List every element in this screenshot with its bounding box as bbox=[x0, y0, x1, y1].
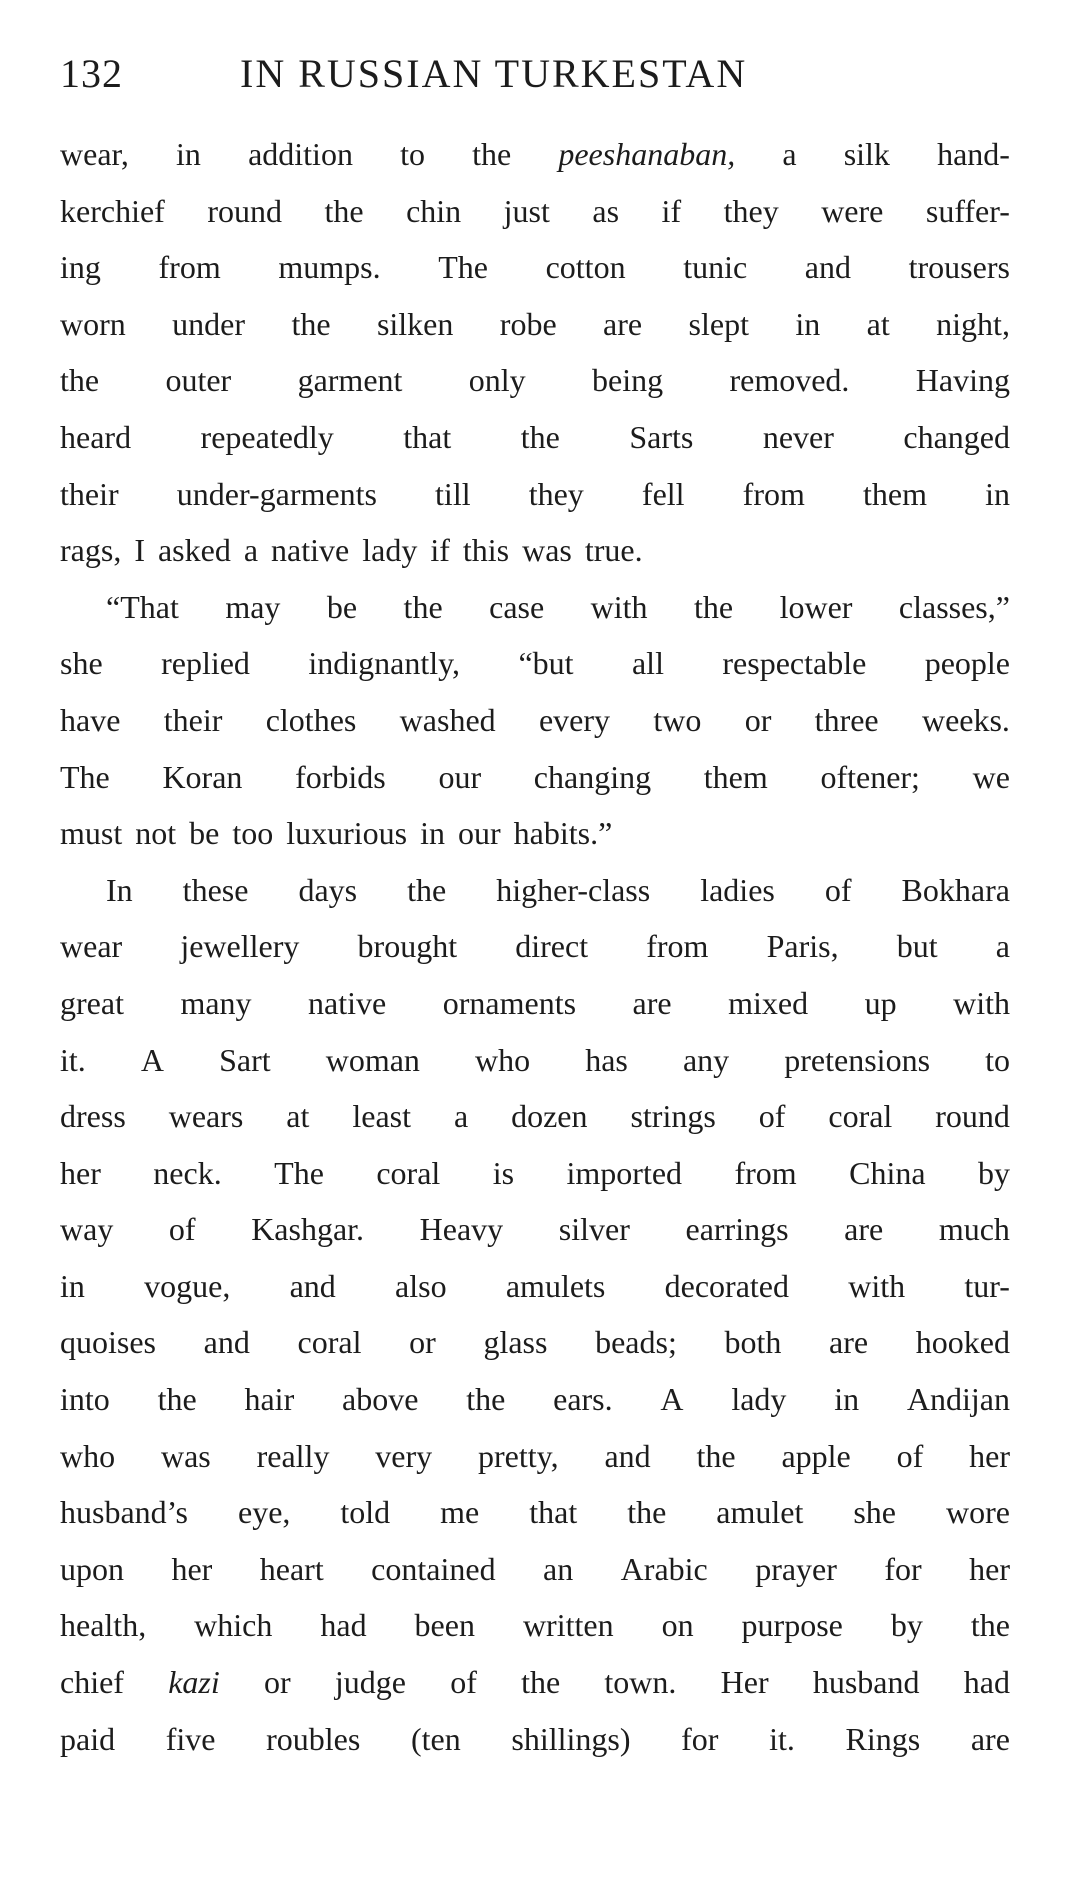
word: replied bbox=[161, 645, 250, 682]
text-line bbox=[60, 749, 1010, 806]
word: habits.” bbox=[513, 815, 613, 852]
word: shillings) bbox=[511, 1720, 631, 1757]
text-line bbox=[60, 1541, 1010, 1598]
word: the bbox=[60, 362, 100, 399]
text-line bbox=[60, 1654, 1010, 1711]
word: but bbox=[896, 928, 938, 965]
word: night, bbox=[936, 305, 1010, 342]
text-line bbox=[60, 1428, 1010, 1485]
word: cotton bbox=[545, 249, 626, 286]
word: wore bbox=[945, 1494, 1010, 1531]
text-line bbox=[60, 692, 1010, 749]
word: or bbox=[744, 701, 772, 738]
word: too bbox=[232, 815, 274, 852]
text-line bbox=[60, 805, 1010, 862]
word: her bbox=[969, 1550, 1010, 1587]
word: Andijan bbox=[906, 1381, 1010, 1418]
word: was bbox=[160, 1437, 211, 1474]
word: the bbox=[324, 192, 364, 229]
word: ears. bbox=[553, 1381, 613, 1418]
text-line bbox=[60, 183, 1010, 240]
word: brought bbox=[357, 928, 458, 965]
word: that bbox=[529, 1494, 578, 1531]
word: A bbox=[660, 1381, 684, 1418]
word: the bbox=[472, 136, 512, 172]
word: Paris, bbox=[766, 928, 839, 965]
word: at bbox=[286, 1098, 310, 1135]
word: of bbox=[168, 1211, 196, 1248]
word: coral bbox=[297, 1324, 362, 1361]
body-text bbox=[60, 126, 1010, 1767]
word: prayer bbox=[755, 1550, 837, 1587]
word: in bbox=[420, 815, 445, 852]
word: clothes bbox=[265, 701, 357, 738]
text-line bbox=[60, 1597, 1010, 1654]
word: in bbox=[985, 475, 1010, 512]
word: her bbox=[171, 1550, 213, 1587]
word: had bbox=[963, 1664, 1010, 1701]
word: case bbox=[489, 588, 545, 625]
word: may bbox=[225, 588, 281, 625]
word: just bbox=[503, 192, 550, 229]
word: any bbox=[682, 1041, 730, 1078]
word: purpose bbox=[741, 1607, 843, 1644]
word: earrings bbox=[685, 1211, 789, 1248]
word: the bbox=[970, 1607, 1010, 1644]
word: her bbox=[969, 1437, 1010, 1474]
word: Having bbox=[915, 362, 1010, 399]
text-line bbox=[60, 1032, 1010, 1089]
word: who bbox=[475, 1041, 531, 1078]
word: suffer- bbox=[925, 192, 1010, 229]
word: the bbox=[407, 871, 447, 908]
word: they bbox=[528, 475, 584, 512]
word: ornaments bbox=[442, 984, 577, 1021]
word: she bbox=[853, 1494, 896, 1531]
word: are bbox=[844, 1211, 884, 1248]
word: true. bbox=[584, 532, 643, 569]
word: silver bbox=[558, 1211, 630, 1248]
word: days bbox=[298, 871, 358, 908]
word: vogue, bbox=[144, 1267, 231, 1304]
text-line bbox=[60, 126, 1010, 183]
word: from bbox=[742, 475, 805, 512]
word: Heavy bbox=[419, 1211, 504, 1248]
word: with bbox=[848, 1267, 906, 1304]
word: silken bbox=[376, 305, 454, 342]
word: chin bbox=[406, 192, 462, 229]
word: and bbox=[203, 1324, 250, 1361]
word: round bbox=[935, 1098, 1010, 1135]
word: pretty, bbox=[478, 1437, 559, 1474]
word: had bbox=[320, 1607, 367, 1644]
word: “but bbox=[518, 645, 574, 682]
word: two bbox=[653, 701, 702, 738]
word: heard bbox=[60, 418, 132, 455]
word: their bbox=[60, 475, 119, 512]
word: have bbox=[60, 701, 121, 738]
word: by bbox=[890, 1607, 923, 1644]
word: a bbox=[782, 136, 797, 172]
word: it. bbox=[60, 1041, 86, 1078]
word: Rings bbox=[845, 1720, 921, 1757]
word: only bbox=[468, 362, 526, 399]
word: the bbox=[520, 418, 560, 455]
word: of bbox=[896, 1437, 924, 1474]
word: told bbox=[340, 1494, 391, 1531]
word: the bbox=[694, 588, 734, 625]
word: must bbox=[60, 815, 123, 852]
word: husband’s bbox=[60, 1494, 188, 1531]
word: mixed bbox=[728, 984, 809, 1021]
text-line bbox=[60, 466, 1010, 523]
word: or bbox=[409, 1324, 436, 1361]
word: her bbox=[60, 1154, 101, 1191]
word: from bbox=[734, 1154, 797, 1191]
word: jewellery bbox=[180, 928, 300, 965]
text-line bbox=[60, 1258, 1010, 1315]
word: hooked bbox=[915, 1324, 1010, 1361]
word: of bbox=[450, 1664, 477, 1701]
word: way bbox=[60, 1211, 114, 1248]
word: coral bbox=[828, 1098, 893, 1135]
word: The bbox=[438, 249, 488, 286]
word: the bbox=[696, 1437, 736, 1474]
word: if bbox=[430, 532, 450, 569]
word: roubles bbox=[266, 1720, 361, 1757]
word: changing bbox=[533, 758, 652, 795]
word: very bbox=[375, 1437, 433, 1474]
word: hair bbox=[244, 1381, 295, 1418]
word: paid bbox=[60, 1720, 116, 1757]
word: written bbox=[522, 1607, 614, 1644]
word: from bbox=[646, 928, 709, 965]
word: The bbox=[60, 758, 110, 795]
word: that bbox=[403, 418, 452, 455]
word: tunic bbox=[683, 249, 748, 286]
text-line bbox=[60, 918, 1010, 975]
word: five bbox=[165, 1720, 216, 1757]
word: kerchief bbox=[60, 192, 165, 229]
word: who bbox=[60, 1437, 116, 1474]
word: slept bbox=[688, 305, 749, 342]
text-line bbox=[60, 862, 1010, 919]
word: been bbox=[414, 1607, 475, 1644]
word: apple bbox=[781, 1437, 851, 1474]
word: wear bbox=[60, 928, 123, 965]
text-line bbox=[60, 352, 1010, 409]
word: up bbox=[864, 984, 897, 1021]
word: both bbox=[724, 1324, 782, 1361]
word: from bbox=[158, 249, 221, 286]
text-line bbox=[60, 522, 1010, 579]
word: outer bbox=[165, 362, 232, 399]
word: forbids bbox=[295, 758, 386, 795]
word: being bbox=[592, 362, 664, 399]
word: strings bbox=[630, 1098, 716, 1135]
italic-word: kazi bbox=[168, 1664, 220, 1701]
word: it. bbox=[769, 1720, 795, 1757]
word: decorated bbox=[664, 1267, 789, 1304]
word: into bbox=[60, 1381, 110, 1418]
word: three bbox=[814, 701, 879, 738]
word: and bbox=[804, 249, 851, 286]
word: never bbox=[762, 418, 834, 455]
word: weeks. bbox=[921, 701, 1010, 738]
word: judge bbox=[334, 1664, 406, 1701]
word: and bbox=[289, 1267, 336, 1304]
word: ing bbox=[60, 249, 101, 286]
text-line bbox=[60, 1711, 1010, 1768]
word: quoises bbox=[60, 1324, 156, 1361]
running-title: IN RUSSIAN TURKESTAN bbox=[240, 51, 748, 96]
word: native bbox=[271, 532, 350, 569]
word: under-garments bbox=[176, 475, 377, 512]
word: lady bbox=[731, 1381, 787, 1418]
word: a bbox=[453, 1098, 469, 1135]
running-head bbox=[60, 46, 1005, 106]
word: till bbox=[435, 475, 471, 512]
word: all bbox=[631, 645, 664, 682]
word: Koran bbox=[162, 758, 243, 795]
word: as bbox=[592, 192, 620, 229]
word: or bbox=[263, 1664, 291, 1701]
word: indignantly, bbox=[308, 645, 461, 682]
word: above bbox=[342, 1381, 419, 1418]
word: classes,” bbox=[898, 588, 1010, 625]
word: our bbox=[438, 758, 482, 795]
word: are bbox=[829, 1324, 869, 1361]
word: them bbox=[862, 475, 927, 512]
word: dozen bbox=[511, 1098, 588, 1135]
word: eye, bbox=[237, 1494, 291, 1531]
word: Sarts bbox=[629, 418, 694, 455]
word: silk bbox=[843, 136, 890, 172]
word: Her bbox=[720, 1664, 769, 1701]
word: worn bbox=[60, 305, 126, 342]
word: native bbox=[308, 984, 387, 1021]
text-line bbox=[60, 1484, 1010, 1541]
word: China bbox=[849, 1154, 926, 1191]
word: many bbox=[180, 984, 252, 1021]
word: lady bbox=[362, 532, 418, 569]
word: Kashgar. bbox=[251, 1211, 365, 1248]
word: “That bbox=[106, 588, 179, 625]
word: if bbox=[661, 192, 682, 229]
word: tur- bbox=[964, 1267, 1010, 1304]
word: repeatedly bbox=[200, 418, 334, 455]
word: a bbox=[995, 928, 1010, 965]
word: are bbox=[632, 984, 672, 1021]
word: round bbox=[207, 192, 282, 229]
word: glass bbox=[483, 1324, 548, 1361]
page-number: 132 bbox=[60, 51, 123, 96]
word: I bbox=[134, 532, 145, 569]
word: of bbox=[758, 1098, 786, 1135]
word: they bbox=[723, 192, 779, 229]
word: an bbox=[543, 1550, 574, 1587]
text-line bbox=[60, 1201, 1010, 1258]
word: pretensions bbox=[784, 1041, 931, 1078]
word: the bbox=[403, 588, 443, 625]
word: these bbox=[182, 871, 249, 908]
word: the bbox=[157, 1381, 197, 1418]
word: be bbox=[326, 588, 358, 625]
word: amulet bbox=[716, 1494, 804, 1531]
word: people bbox=[924, 645, 1010, 682]
text-line bbox=[60, 635, 1010, 692]
word: wear, bbox=[60, 136, 129, 172]
word: to bbox=[400, 136, 425, 172]
word: heart bbox=[259, 1550, 324, 1587]
word: (ten bbox=[410, 1720, 461, 1757]
word: much bbox=[938, 1211, 1010, 1248]
word: also bbox=[395, 1267, 447, 1304]
word: Sart bbox=[219, 1041, 271, 1078]
word: fell bbox=[641, 475, 685, 512]
word: in bbox=[795, 305, 821, 342]
word: A bbox=[140, 1041, 164, 1078]
word: upon bbox=[60, 1550, 124, 1587]
word: to bbox=[985, 1041, 1010, 1078]
italic-word: peeshanaban, bbox=[558, 136, 736, 172]
word: town. bbox=[604, 1664, 677, 1701]
word: The bbox=[274, 1154, 324, 1191]
word: the bbox=[291, 305, 331, 342]
word: is bbox=[492, 1154, 515, 1191]
word: dress bbox=[60, 1098, 126, 1135]
text-line bbox=[60, 579, 1010, 636]
text-line bbox=[60, 409, 1010, 466]
word: of bbox=[824, 871, 852, 908]
word: by bbox=[977, 1154, 1010, 1191]
word: on bbox=[661, 1607, 694, 1644]
word: higher-class bbox=[496, 871, 651, 908]
word: direct bbox=[515, 928, 589, 965]
word: the bbox=[521, 1664, 561, 1701]
word: asked bbox=[157, 532, 231, 569]
word: Arabic bbox=[620, 1550, 708, 1587]
word: rags, bbox=[60, 532, 122, 569]
word: imported bbox=[566, 1154, 683, 1191]
word: in bbox=[60, 1267, 85, 1304]
word: she bbox=[60, 645, 103, 682]
word: with bbox=[953, 984, 1010, 1021]
word: their bbox=[163, 701, 223, 738]
word: woman bbox=[325, 1041, 420, 1078]
text-line bbox=[60, 1145, 1010, 1202]
word: hand- bbox=[937, 136, 1010, 172]
word: wears bbox=[168, 1098, 244, 1135]
word: our bbox=[458, 815, 501, 852]
word: beads; bbox=[595, 1324, 677, 1361]
word: mumps. bbox=[278, 249, 381, 286]
word: In bbox=[106, 871, 133, 908]
word: the bbox=[466, 1381, 506, 1418]
word: for bbox=[884, 1550, 922, 1587]
word: with bbox=[590, 588, 648, 625]
word: a bbox=[243, 532, 259, 569]
word: oftener; bbox=[820, 758, 920, 795]
word: was bbox=[522, 532, 572, 569]
word: under bbox=[172, 305, 246, 342]
word: lower bbox=[779, 588, 853, 625]
word: me bbox=[440, 1494, 480, 1531]
word: at bbox=[866, 305, 890, 342]
text-line bbox=[60, 239, 1010, 296]
word: are bbox=[603, 305, 643, 342]
word: great bbox=[60, 984, 124, 1021]
word: every bbox=[538, 701, 611, 738]
word: luxurious bbox=[286, 815, 408, 852]
word: robe bbox=[499, 305, 557, 342]
word: changed bbox=[903, 418, 1010, 455]
word: for bbox=[681, 1720, 719, 1757]
word: which bbox=[194, 1607, 273, 1644]
word: least bbox=[352, 1098, 411, 1135]
text-line bbox=[60, 1314, 1010, 1371]
word: amulets bbox=[505, 1267, 606, 1304]
word: be bbox=[189, 815, 220, 852]
text-line bbox=[60, 1088, 1010, 1145]
word: in bbox=[176, 136, 201, 172]
word: Bokhara bbox=[901, 871, 1010, 908]
word: has bbox=[585, 1041, 628, 1078]
word: trousers bbox=[908, 249, 1010, 286]
word: respectable bbox=[722, 645, 867, 682]
word: really bbox=[256, 1437, 330, 1474]
word: in bbox=[834, 1381, 860, 1418]
text-line bbox=[60, 296, 1010, 353]
word: husband bbox=[812, 1664, 920, 1701]
text-line bbox=[60, 1371, 1010, 1428]
word: the bbox=[627, 1494, 667, 1531]
word: garment bbox=[297, 362, 403, 399]
word: are bbox=[970, 1720, 1010, 1757]
word: and bbox=[604, 1437, 651, 1474]
word: not bbox=[135, 815, 177, 852]
word: we bbox=[972, 758, 1010, 795]
word: ladies bbox=[700, 871, 775, 908]
word: addition bbox=[248, 136, 353, 172]
word: them bbox=[703, 758, 768, 795]
word: removed. bbox=[729, 362, 850, 399]
word: were bbox=[821, 192, 884, 229]
word: neck. bbox=[153, 1154, 222, 1191]
word: washed bbox=[399, 701, 496, 738]
word: this bbox=[462, 532, 510, 569]
word: coral bbox=[376, 1154, 441, 1191]
word: contained bbox=[371, 1550, 496, 1587]
text-line bbox=[60, 975, 1010, 1032]
word: chief bbox=[60, 1664, 124, 1701]
word: health, bbox=[60, 1607, 147, 1644]
